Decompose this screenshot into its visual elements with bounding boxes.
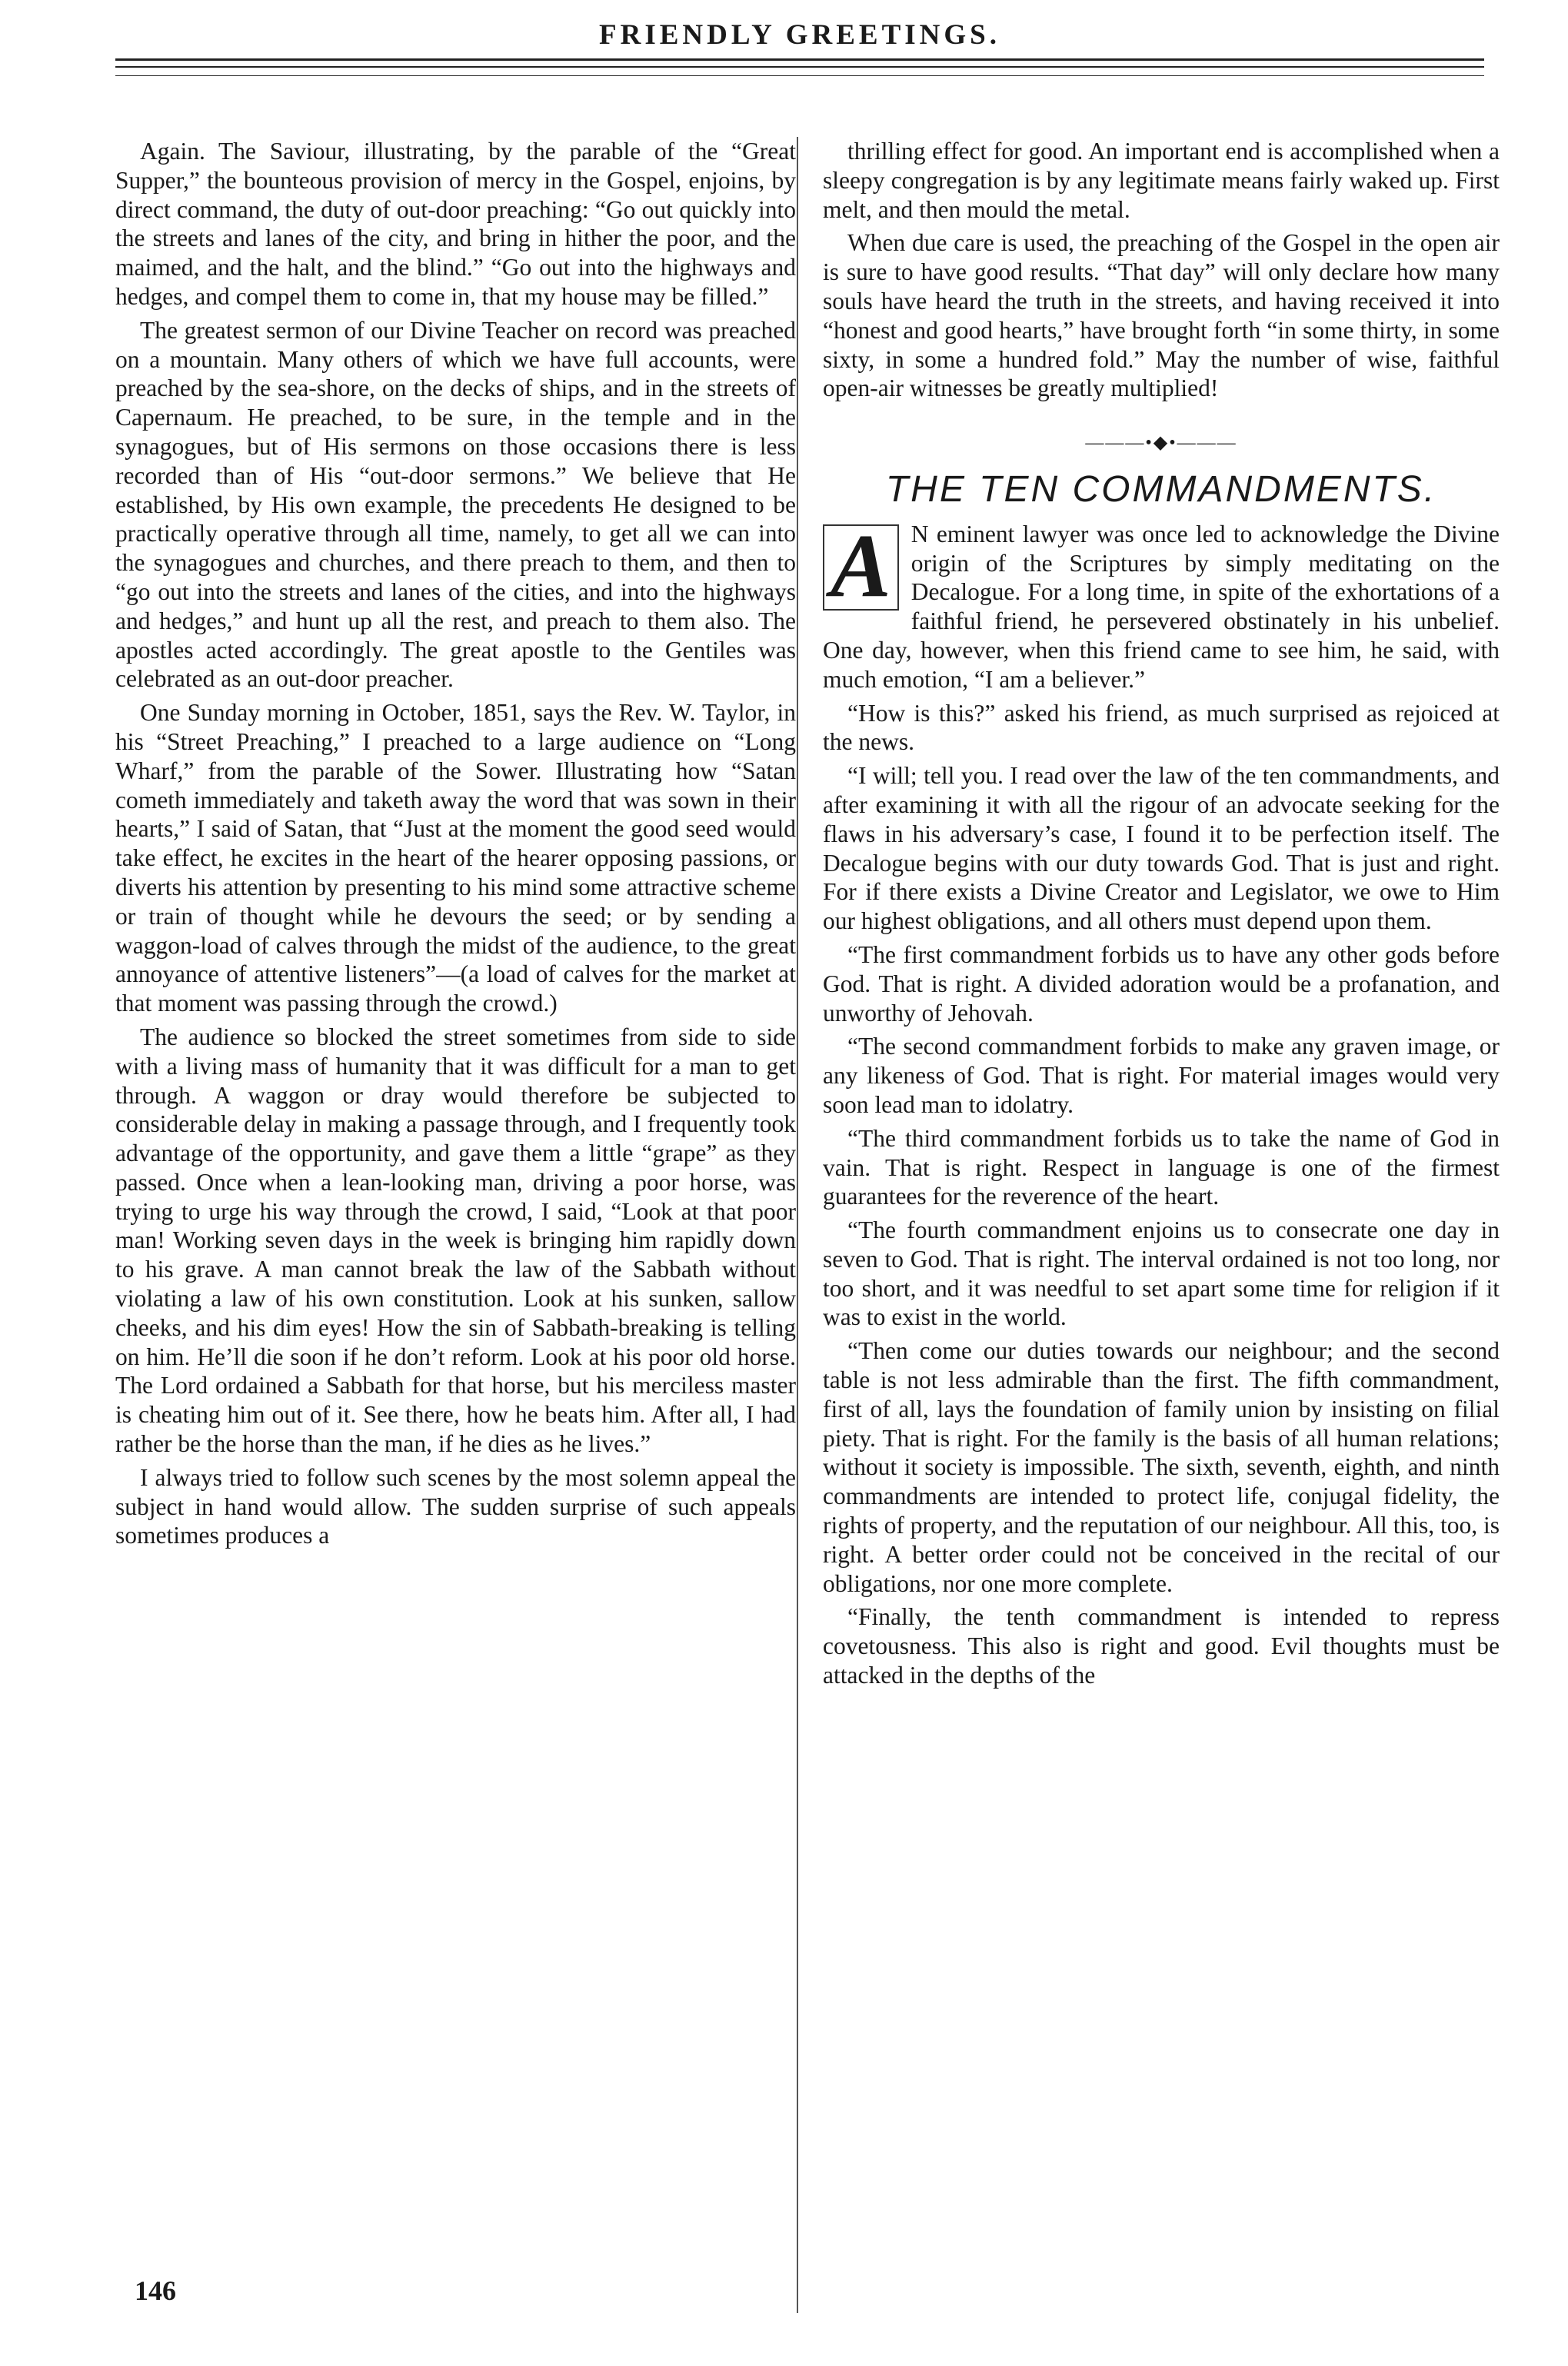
paragraph: I always tried to follow such scenes by the most solemn appeal the subject in hand would allow. The sudden surprise of such appeals sometimes produces a bbox=[115, 1463, 796, 1549]
header-rule-bottom bbox=[115, 75, 1484, 76]
paragraph: “The fourth commandment enjoins us to consecrate one day in seven to God. That is right. The interval ordained is not too long, nor too short, and it was needful to set apart some time for religion if it was to exist in the world. bbox=[823, 1216, 1500, 1331]
paragraph: “The third commandment forbids us to take the name of God in vain. That is right. Respect in language is one of the firmest guarantees for the reverence of the heart. bbox=[823, 1124, 1500, 1210]
paragraph: When due care is used, the preaching of the Gospel in the open air is sure to have good results. “That day” will only declare how many souls have heard the truth in the streets, and having received it into “honest and good hearts,” have brought forth “in some thirty, in some sixty, in some a hundred fold.” May the number of wise, faithful open-air witnesses be greatly multiplied! bbox=[823, 229, 1500, 402]
paragraph: “Finally, the tenth commandment is intended to repress covetousness. This also is right and good. Evil thoughts must be attacked in the depths of the bbox=[823, 1603, 1500, 1689]
page-number: 146 bbox=[135, 2275, 176, 2306]
right-column bbox=[823, 137, 1500, 1695]
paragraph: Again. The Saviour, illustrating, by the parable of the “Great Supper,” the bounteous provision of mercy in the Gospel, enjoins, by direct command, the duty of out-door preaching: “Go out quickly into the streets and lanes of the city, and bring in hither the poor, and the maimed, and the halt, and the blind.” “Go out into the highways and hedges, and compel them to come in, that my house may be filled.” bbox=[115, 138, 796, 310]
paragraph: “The first commandment forbids us to have any other gods before God. That is right. A divided adoration would be a profanation, and unworthy of Jehovah. bbox=[823, 940, 1500, 1027]
column-divider bbox=[797, 137, 798, 2313]
paragraph: “How is this?” asked his friend, as much surprised as rejoiced at the news. bbox=[823, 699, 1500, 756]
section-title: THE TEN COMMANDMENTS. bbox=[885, 468, 1437, 510]
paragraph: One Sunday morning in October, 1851, says the Rev. W. Taylor, in his “Street Preaching,” I preached to a large audience on “Long Wharf,” from the parable of the Sower. Illustrating how “Satan cometh immediately and taketh away the word that was sown in their hearts,” I said of Satan, that “Just at the moment the good seed would take effect, he excites in the heart of the hearer opposing passions, or diverts his attention by presenting to his mind some attractive scheme or train of thought while he devours the seed; or by sending a waggon-load of calves through the midst of the audience, to the great annoyance of attentive listeners”—(a load of calves for the market at that moment was passing through the crowd.) bbox=[115, 699, 796, 1017]
paragraph: “I will; tell you. I read over the law of the ten commandments, and after examining it with all the rigour of an advocate seeking for the flaws in his adversary’s case, I found it to be perfection itself. The Decalogue begins with our duty towards God. That is just and right. For if there exists a Divine Creator and Legislator, we owe to Him our highest obligations, and all others must depend upon them. bbox=[823, 762, 1500, 935]
running-header: FRIENDLY GREETINGS. bbox=[599, 19, 1000, 51]
section-ornament: ———•◆•——— bbox=[1085, 433, 1237, 454]
first-paragraph-text: N eminent lawyer was once led to acknowledge the Divine origin of the Scriptures by simply meditating on the Decalogue. For a long time, in spite of the exhortations of a faithful friend, he persevered obstinately in his unbelief. One day, however, when this friend came to see him, he said, with much emotion, “I am a believer.” bbox=[823, 520, 1500, 693]
first-paragraph bbox=[823, 514, 1500, 694]
paragraph: “The second commandment forbids to make any graven image, or any likeness of God. That is right. For material images would very soon lead man to idolatry. bbox=[823, 1033, 1500, 1118]
paragraph: The greatest sermon of our Divine Teacher on record was preached on a mountain. Many others of which we have full accounts, were preached by the sea-shore, on the decks of ships, and in the streets of Capernaum. He preached, to be sure, in the temple and in the synagogues, but of His sermons on those occasions there is less recorded than of His “out-door sermons.” We believe that He established, by His own example, the precedents He designed to be practically operative through all time, namely, to get all we can into the synagogues and churches, and there preach to them, and then to “go out into the streets and lanes of the cities, and into the highways and hedges,” and hunt up all the rest, and preach to them also. The apostles acted accordingly. The great apostle to the Gentiles was celebrated as an out-door preacher. bbox=[115, 316, 796, 693]
paragraph: “Then come our duties towards our neighbour; and the second table is not less admirable than the first. The fifth commandment, first of all, lays the foundation of family union by insisting on filial piety. That is right. For the family is the basis of all human relations; without it society is impossible. The sixth, seventh, eighth, and ninth commandments are intended to protect life, conjugal fidelity, the rights of property, and the reputation of our neighbour. All this, too, is right. A better order could not be conceived in the recital of our obligations, nor one more complete. bbox=[823, 1337, 1500, 1597]
header-rule-top bbox=[115, 58, 1484, 61]
left-column bbox=[115, 137, 796, 1555]
paragraph: The audience so blocked the street sometimes from side to side with a living mass of humanity that it was difficult for a man to get through. A waggon or dray would therefore be subjected to considerable delay in making a passage through, and I frequently took advantage of the opportunity, and gave them a little “grape” as they passed. Once when a lean-looking man, driving a poor horse, was trying to urge his way through the crowd, I said, “Look at that poor man! Working seven days in the week is bringing him rapidly down to his grave. A man cannot break the law of the Sabbath without violating a law of his own constitution. Look at his sunken, sallow cheeks, and his dim eyes! How the sin of Sabbath-breaking is telling on him. He’ll die soon if he don’t reform. Look at his poor old horse. The Lord ordained a Sabbath for that horse, but his merciless master is cheating him out of it. See there, how he beats him. After all, I had rather be the horse than the man, if he dies as he lives.” bbox=[115, 1023, 796, 1458]
paragraph: thrilling effect for good. An important end is accomplished when a sleepy congregation is by any legitimate means fairly waked up. First melt, and then mould the metal. bbox=[823, 138, 1500, 223]
header-rule-middle bbox=[115, 66, 1484, 68]
drop-cap: A bbox=[823, 524, 899, 611]
